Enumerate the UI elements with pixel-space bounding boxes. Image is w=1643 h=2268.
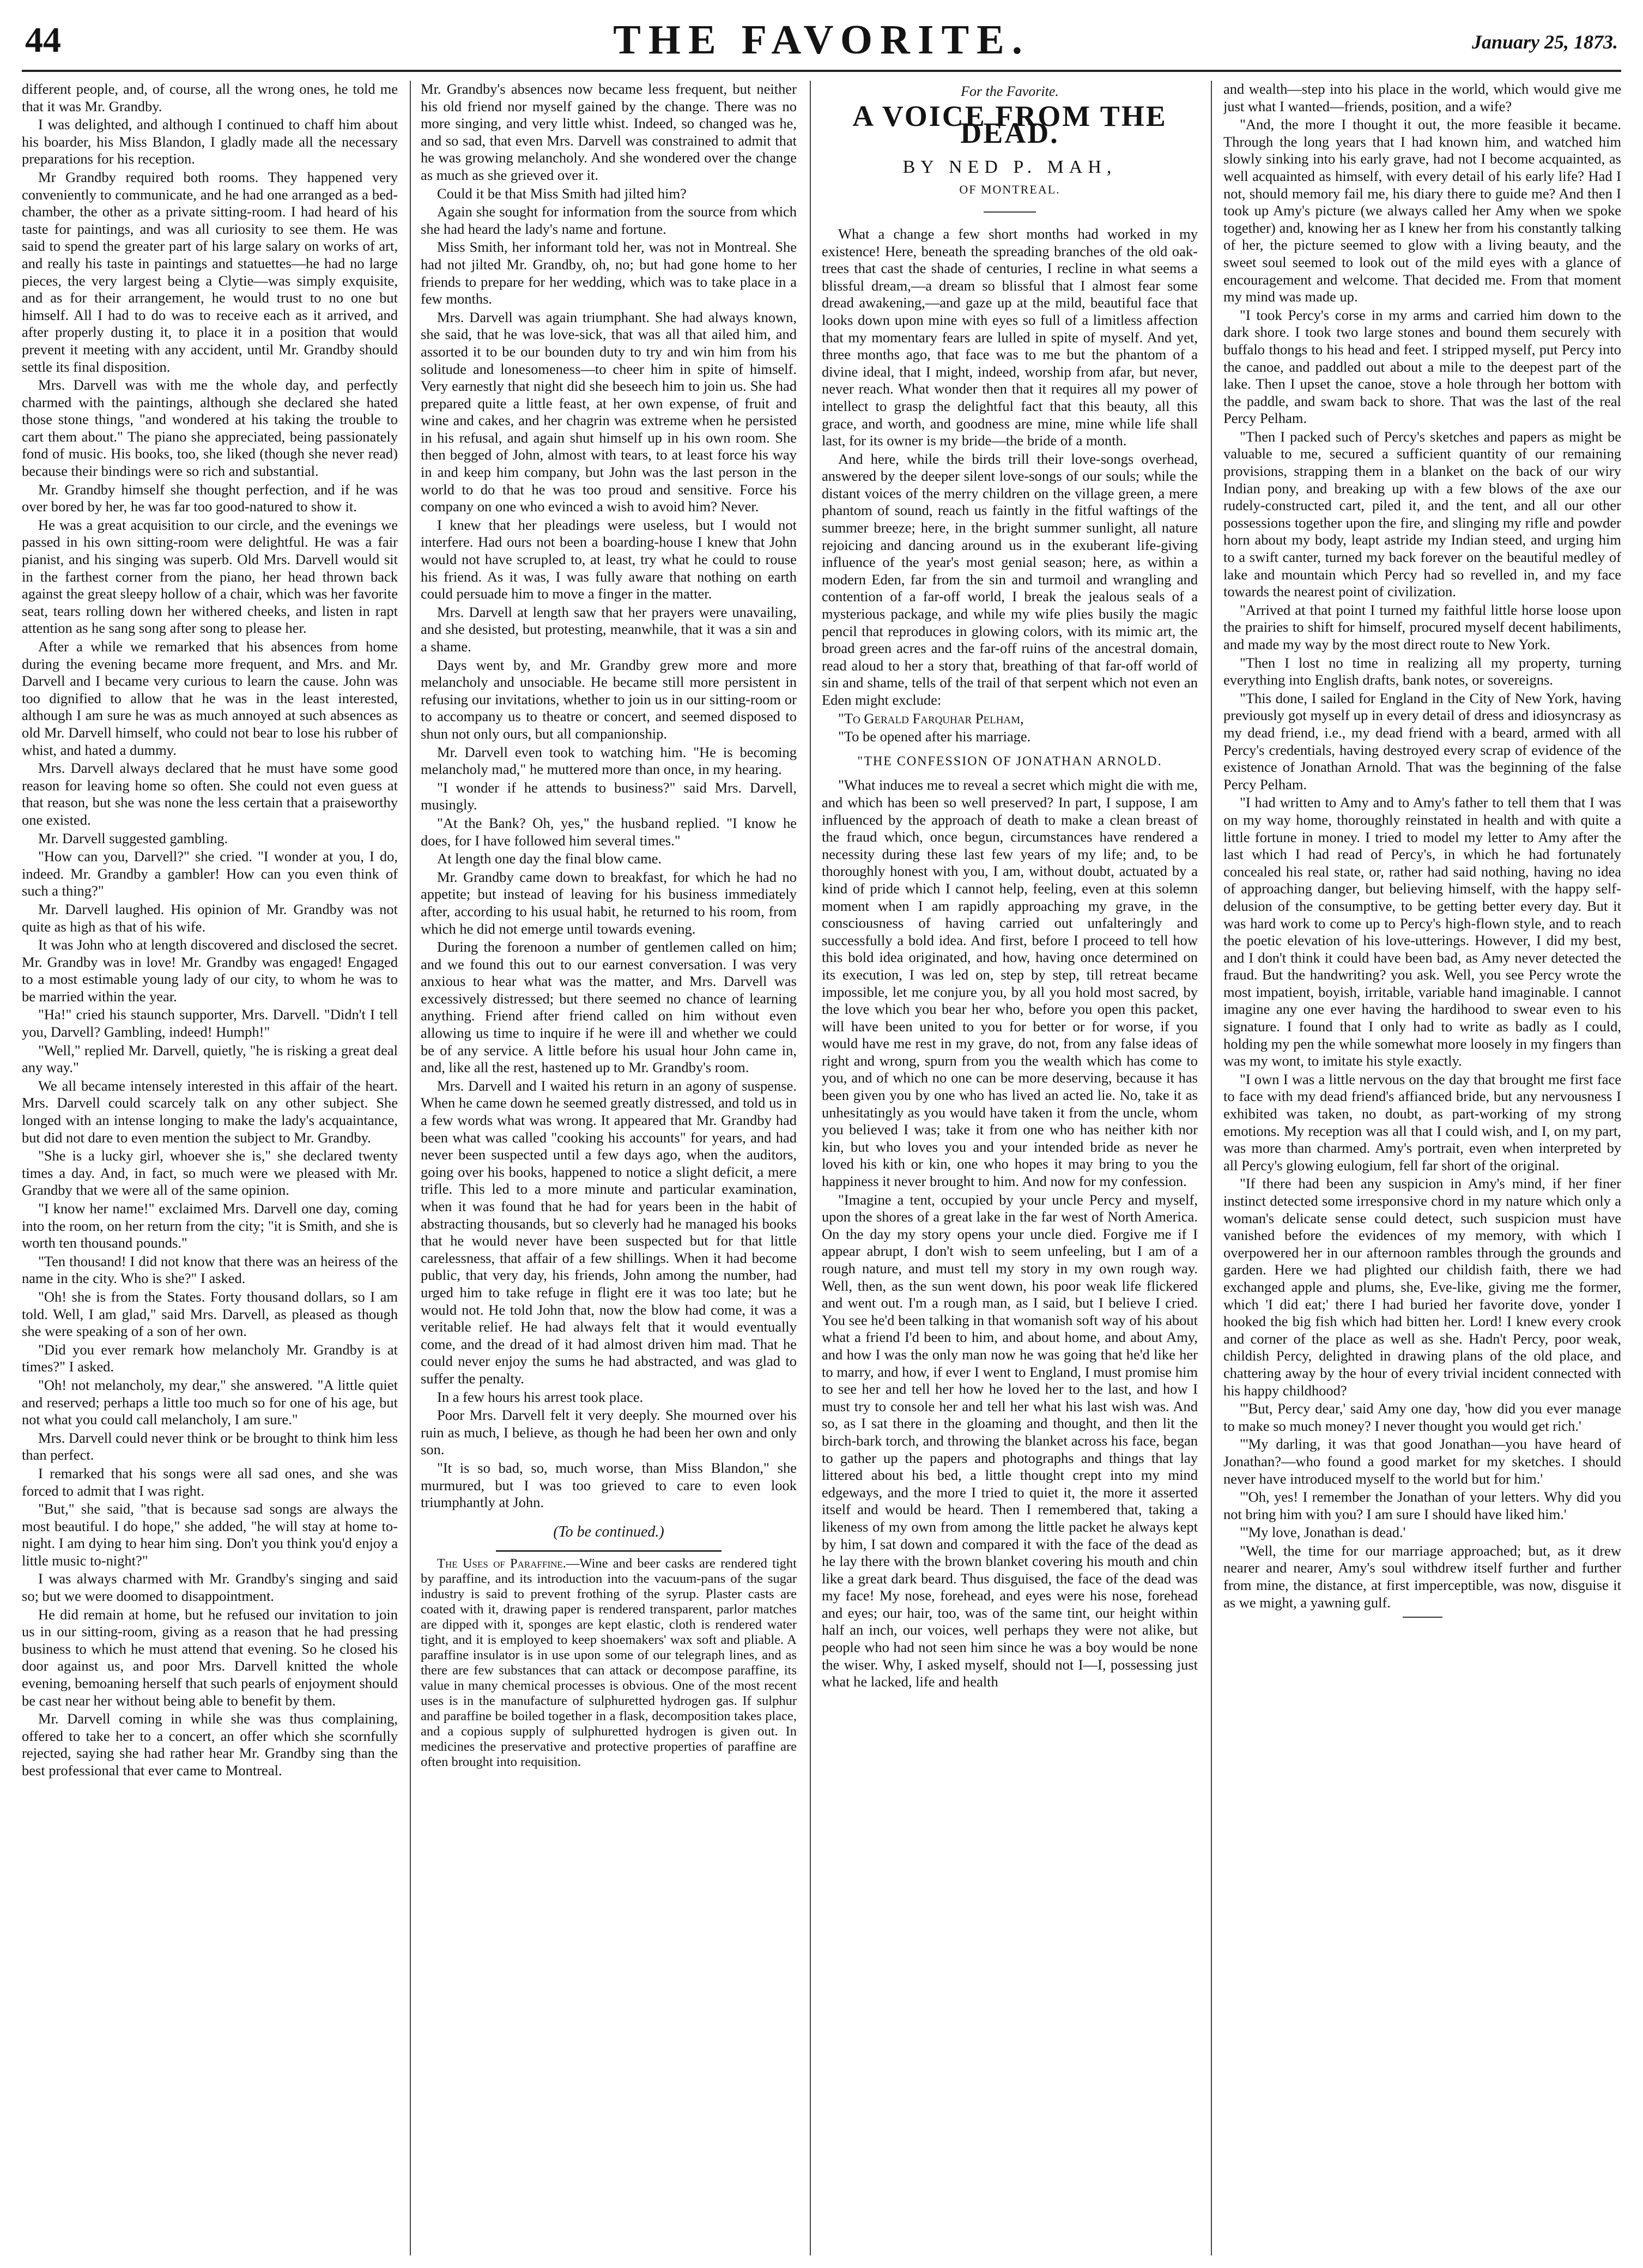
paragraph: Days went by, and Mr. Grandby grew more and more melancholy and unsociable. He became still more persistent in refusing our invitations, whether to join us in our sitting-room or to accompany us to theatre or concert, and seemed disposed to shun not only ours, but all companionship. xyxy=(421,656,797,742)
address-to: "To Gerald Farquhar Pelham, xyxy=(838,710,1024,727)
masthead: THE FAVORITE. xyxy=(613,17,1030,63)
header-rule xyxy=(22,70,1621,72)
paragraph: Poor Mrs. Darvell felt it very deeply. She mourned over his ruin as much, I believe, as though he had been her own and only son. xyxy=(421,1407,797,1458)
paragraph: "At the Bank? Oh, yes," the husband replied. "I know he does, for I have followed him several times." xyxy=(421,814,797,849)
for-the-favorite: For the Favorite. xyxy=(961,83,1059,99)
paragraph: Mrs. Darvell at length saw that her prayers were unavailing, and she desisted, but protesting, meanwhile, that it was a sin and a shame. xyxy=(421,603,797,655)
title-rule xyxy=(984,211,1036,213)
end-rule xyxy=(1403,1617,1442,1618)
column-divider xyxy=(810,81,811,2255)
paragraph: "Then I lost no time in realizing all my property, turning everything into English drafts, bank notes, or sovereigns. xyxy=(1223,654,1621,688)
paragraph: He did remain at home, but he refused our invitation to join us in our sitting-room, giving as a reason that he had pressing business to which he must attend that evening. So he closed his door against us, and poor Mrs. Darvell knitted the whole evening, bemoaning herself that such pearls of enjoyment should be cast near her without being able to benefit by them. xyxy=(22,1606,398,1709)
paragraph: Mr. Grandby came down to breakfast, for which he had no appetite; but instead of leaving for his business immediately after, according to his usual habit, he returned to his room, from which he did not emerge until towards evening. xyxy=(421,868,797,937)
paragraph: Mr. Grandby's absences now became less frequent, but neither his old friend nor myself gained by the change. There was no more singing, and very little whist. Indeed, so changed was he, and so sad, that even Mrs. Darvell was constrained to admit that he was growing melancholy. And she wondered over the change as much as she grieved over it. xyxy=(421,81,797,183)
paragraph: "If there had been any suspicion in Amy's mind, if her finer instinct detected some irresponsive chord in my nature which only a woman's delicate sense could detect, such suspicion must have vanished before the evidences of my memory, with which I overpowered her in our afternoon rambles through the grounds and garden. Here we had plighted our childish faith, there we had exchanged apple and plums, she, Eve-like, giving me the former, which 'I did eat;' there I had buried her favorite dove, yonder I hooked the big fish which had bitten her. Lord! I knew every crook and corner of the place as well as she. Hadn't Percy, poor weak, childish Percy, delighted in drawing plans of the old place, and chattering away by the hour of every trivial incident connected with his happy childhood? xyxy=(1223,1175,1621,1399)
paragraph: "Then I packed such of Percy's sketches and papers as might be valuable to me, secured a sufficient quantity of our remaining provisions, strapping them in a blanket on the back of our wiry Indian pony, and breaking up with a few blows of the axe our rudely-constructed cart, piled it, and the tent, and all our other possessions together upon the fire, and slinging my rifle and powder horn about my body, leapt astride my Indian steed, and urging him to a swift canter, turned my back forever on the beautiful medley of lake and mountain which Percy had so revelled in, and my face towards the nearest point of civilization. xyxy=(1223,428,1621,600)
paragraph: "But," she said, "that is because sad songs are always the most beautiful. I do hope," she added, "he will stay at home to-night. I am dying to hear him sing. Don't you think you'd enjoy a little music to-night?" xyxy=(22,1501,398,1569)
paragraph: Mr. Grandby himself she thought perfection, and if he was over bored by her, he was far too good-natured to show it. xyxy=(22,481,398,515)
paragraph: "Arrived at that point I turned my faithful little horse loose upon the prairies to shift for himself, procured myself decent habiliments, and made my way by the most direct route to New York. xyxy=(1223,601,1621,652)
paragraph: I was delighted, and although I continued to chaff him about his boarder, his Miss Blandon, I gladly made all the necessary preparations for his reception. xyxy=(22,116,398,167)
paragraph: Mrs. Darvell could never think or be brought to think him less than perfect. xyxy=(22,1429,398,1463)
paragraph: "How can you, Darvell?" she cried. "I wonder at you, I do, indeed. Mr. Grandby a gambler! How can you even think of such a thing?" xyxy=(22,848,398,899)
paragraph: I remarked that his songs were all sad ones, and she was forced to admit that I was right. xyxy=(22,1465,398,1499)
paragraph: "It is so bad, so, much worse, than Miss Blandon," she murmured, but I was too grieved to care to even look triumphantly at John. xyxy=(421,1459,797,1511)
paragraph: "I know her name!" exclaimed Mrs. Darvell one day, coming into the room, on her return from the city; "it is Smith, and she is worth ten thousand pounds." xyxy=(22,1200,398,1251)
paragraph: "And, the more I thought it out, the more feasible it became. Through the long years that I had known him, and watched him slowly sinking into his early grave, had not I become acquainted, as well acquainted as himself, with every detail of his early life? Had I not, should memory fail me, his diary there to guide me? And then I took up Amy's picture (we always called her Amy when we spoke together) and, knowing her as I knew her from his constantly talking of her, the picture seemed to glow with a living beauty, and the sweet soul seemed to look out of the mild eyes with a glance of encouragement and welcome. That decided me. From that moment my mind was made up. xyxy=(1223,116,1621,305)
paragraph: "Did you ever remark how melancholy Mr. Grandby is at times?" I asked. xyxy=(22,1341,398,1375)
paragraph: Could it be that Miss Smith had jilted him? xyxy=(437,185,687,202)
paragraph: It was John who at length discovered and disclosed the secret. Mr. Grandby was in love! Mr. Grandby was engaged! Engaged to a most estimable young lady of our city, to whom he was to be married within the year. xyxy=(22,936,398,1005)
to-be-continued: (To be continued.) xyxy=(553,1523,664,1540)
confession-title: "THE CONFESSION OF JONATHAN ARNOLD. xyxy=(857,754,1162,769)
paragraph: "'My love, Jonathan is dead.' xyxy=(1240,1524,1406,1541)
paragraph: "I took Percy's corse in my arms and carried him down to the dark shore. I took two large stones and bound them securely with buffalo thongs to his head and feet. I stripped myself, put Percy into the canoe, and paddled out about a mile to the deepest part of the lake. Then I upset the canoe, stove a hole through her bottom with the paddle, and swam back to shore. That was the last of the real Percy Pelham. xyxy=(1223,306,1621,427)
paragraph: Again she sought for information from the source from which she had heard the lady's name and fortune. xyxy=(421,203,797,237)
paragraph: Mr Grandby required both rooms. They happened very conveniently to communicate, and he had one arranged as a bed-chamber, the other as a private sitting-room. I had heard of his taste for paintings, and was all curiosity to see them. He was said to spend the greater part of his large salary on works of art, and really his taste in paintings and statuettes—he had no large pieces, the very largest being a Clytie—was simply exquisite, and as for their arrangement, he would trust to no one but himself. All I had to do was to receive each as it arrived, and after properly dusting it, to place it in a position that would prevent it meeting with any accident, until Mr. Grandby should settle its final disposition. xyxy=(22,168,398,375)
column-3 xyxy=(822,81,1198,2255)
column-1 xyxy=(22,81,398,2255)
paragraph: What a change a few short months had worked in my existence! Here, beneath the spreading branches of the old oak-trees that cast the shade of centuries, I recline in what seems a blissful dream,—a dream so blissful that I almost fear some dread awakening,—and gaze up at the mild, beautiful face that looks down upon mine with eyes so full of a limitless affection that my momentary fears are lulled in spite of myself. And yet, three months ago, that face was to me but the phantom of a divine ideal, that I might, indeed, worship from afar, but never, never reach. What wonder then that it requires all my power of intellect to grasp the delightful fact that this beauty, all this grace, and worth, and goodness are mine, mine while life shall last, for its owner is my bride—the bride of a month. xyxy=(822,225,1198,449)
paragraph: After a while we remarked that his absences from home during the evening became more frequent, and Mrs. and Mr. Darvell and I became very curious to learn the cause. John was too dignified to allow that he was in the least interested, although I am sure he was as much annoyed at such absences as old Mr. Darvell himself, who could not bear to lose his rubber of whist, and hated a dummy. xyxy=(22,638,398,758)
paragraph: Mr. Darvell even took to watching him. "He is becoming melancholy mad," he muttered more than once, in my hearing. xyxy=(421,743,797,778)
paragraph: We all became intensely interested in this affair of the heart. Mrs. Darvell could scarcely talk on any other subject. She longed with an intense longing to make the lady's acquaintance, but did not dare to even mention the subject to Mr. Grandby. xyxy=(22,1077,398,1146)
address-note: "To be opened after his marriage. xyxy=(838,728,1031,745)
paragraph: "She is a lucky girl, whoever she is," she declared twenty times a day. And, in fact, so much were we pleased with Mr. Grandby that we were all of the same opinion. xyxy=(22,1147,398,1199)
paragraph: "Imagine a tent, occupied by your uncle Percy and myself, upon the shores of a great lake in the far west of North America. On the day my story opens your uncle died. Forgive me if I appear abrupt, I don't wish to seem unfeeling, but I am of a rough nature, and must tell my story in my own rough way. Well, then, as the sun went down, his poor weak life flickered and went out. I'm a rough man, as I said, but I believe I cried. You see he'd been talking in that womanish soft way of his about what a friend I'd been to him, and about home, and about Amy, and how I was the only man now he was going that he'd like her to marry, and how, if ever I went to England, I must promise him to see her and tell her how he loved her to the last, and how I must try to console her and tell her what his last wish was. And so, as I sat there in the gloaming and thought, and then lit the birch-bark torch, and throwing the blanket across his face, began to gather up the papers and photographs and things that lay littered about his bed, a little thought crept into my mind edgeways, and the more I tried to quiet it, the more it asserted itself and would be heard. Then I remembered that, taking a likeness of my own from among the little packet he always kept by him, I sat down and compared it with the face of the dead as he lay there with the brown blanket covering his mouth and chin like a great dark beard. Thus disguised, the face of the dead was my face! My nose, forehead, and eyes were his nose, forehead and eyes; our hair, too, was of the same tint, our height within half an inch, our voices, well perhaps they were not alike, but people who had not seen him since he was a boy would be none the wiser. Why, I asked myself, should not I—I, possessing just what he lacked, life and health xyxy=(822,1191,1198,1690)
paragraph: "Ha!" cried his staunch supporter, Mrs. Darvell. "Didn't I tell you, Darvell? Gambling, indeed! Humph!" xyxy=(22,1006,398,1041)
paragraph: Mrs. Darvell and I waited his return in an agony of suspense. When he came down he seemed greatly distressed, and told us in a few words what was wrong. It appeared that Mr. Grandby had been what was called "cooking his accounts" for years, and had never been suspected until a few days ago, when the auditors, going over his books, happened to notice a slight deficit, a mere trifle. This led to a more minute and particular examination, when it was found that he had for years been in the habit of abstracting thousands, but so cleverly had he managed his books that he would never have been suspected but for that little carelessness, that affair of a few shillings. When it had become public, that very day, his friends, John among the number, had urged him to take refuge in flight ere it was too late; but he would not. He told John that, now the blow had come, it was a veritable relief. He had always felt that it would eventually come, and the dread of it had almost driven him mad. That he could never enjoy the sums he had abstracted, and was glad to suffer the penalty. xyxy=(421,1077,797,1387)
paragraph: I was always charmed with Mr. Grandby's singing and said so; but we were doomed to disappointment. xyxy=(22,1570,398,1605)
paragraph: Mr. Darvell laughed. His opinion of Mr. Grandby was not quite as high as that of his wife. xyxy=(22,900,398,935)
paragraph: "Oh! not melancholy, my dear," she answered. "A little quiet and reserved; perhaps a little too much so for one of his age, but not what you could call melancholy, I am sure." xyxy=(22,1376,398,1428)
page-number: 44 xyxy=(25,20,61,60)
paraffine-note xyxy=(421,1556,797,1770)
paragraph: At length one day the final blow came. xyxy=(437,850,662,867)
column-2 xyxy=(421,81,797,2255)
paragraph: different people, and, of course, all the wrong ones, he told me that it was Mr. Grandby. xyxy=(22,81,398,114)
paragraph: "'My darling, it was that good Jonathan—you have heard of Jonathan?—who found a good market for my sketches. I should never have introduced myself to the world but for him.' xyxy=(1223,1436,1621,1487)
byline: BY NED P. MAH, xyxy=(902,156,1117,177)
story-title: A VOICE FROM THE DEAD. xyxy=(852,99,1167,150)
paragraph: In a few hours his arrest took place. xyxy=(437,1388,644,1405)
column-divider xyxy=(410,81,411,2255)
paragraph: "I wonder if he attends to business?" said Mrs. Darvell, musingly. xyxy=(421,779,797,813)
paragraph: Mrs. Darvell was with me the whole day, and perfectly charmed with the paintings, although she declared she hated those stone things, "and wondered at his taking the trouble to cart them about." The piano she appreciated, being passionately fond of music. His books, too, she liked (though she never read) because their bindings were so rich and substantial. xyxy=(22,377,398,480)
paragraph: "This done, I sailed for England in the City of New York, having previously got myself up in every detail of dress and idiosyncrasy as my dead friend, i.e., my dead friend with a beard, armed with all Percy's credentials, having destroyed every scrap of evidence of the existence of Jonathan Arnold. That was the beginning of the false Percy Pelham. xyxy=(1223,690,1621,793)
paragraph: He was a great acquisition to our circle, and the evenings we passed in his own sitting-room were delightful. He was a fair pianist, and his singing was superb. Old Mrs. Darvell would sit in the farthest corner from the piano, her head thrown back against the great sleepy hollow of a chair, which was her favorite seat, tears rolling down her withered cheeks, and listen in rapt attention as he sang song after song to please her. xyxy=(22,516,398,637)
paragraph: "What induces me to reveal a secret which might die with me, and which has been so well preserved? In part, I suppose, I am influenced by the approach of death to make a clean breast of the fraud which, once begun, circumstances have rendered a necessity during these last few years of my life; and, to be thoroughly honest with you, I am, without doubt, actuated by a kind of pride which I cannot help, feeling, even at this solemn moment when I am rapidly approaching my grave, in the consciousness of having carried out unfalteringly and successfully a bold idea. And first, before I proceed to tell how this bold idea originated, and how, having once determined on its execution, I was led on, step by step, till retreat became impossible, let me conjure you, by all you hold most sacred, by the love which you bear her who, before you open this packet, will have been united to you for better or for worse, if you would have me rest in my grave, do not, from any false ideas of right and wrong, spurn from you the wealth which has come to you, and of which no one can be more deserving, because it has been given you by one who has lived an acted lie. No, take it as unhesitatingly as you would have taken it from the uncle, whom you believed I was; take it from one who has neither kith nor kin, but who loves you and your intended bride as never he loved his kith or kin, one who hopes it may bring to you the happiness it never brought to him. And now for my confession. xyxy=(822,777,1198,1190)
paragraph: Mr. Darvell suggested gambling. xyxy=(38,830,228,846)
paragraph: Mr. Darvell coming in while she was thus complaining, offered to take her to a concert, an offer which she scornfully rejected, saying she had rather hear Mr. Grandby sing than the best professional that ever came to Montreal. xyxy=(22,1710,398,1779)
paragraph: "I had written to Amy and to Amy's father to tell them that I was on my way home, thoroughly reinstated in health and with quite a little fortune in money. I tried to model my letter to Amy after the last which I had read of Percy's, in which he had fortunately concealed his real state, or, rather had said nothing, having no idea of approaching danger, but believing himself, with the happy self-delusion of the consumptive, to be getting better every day. But it was hard work to come up to Percy's high-flown style, and to reach the poetic elevation of his love-utterings. However, I did my best, and I don't think it could have been bad, as Amy never detected the fraud. But the handwriting? you ask. Well, you see Percy wrote the most impatient, boyish, irritable, variable hand imaginable. I cannot imagine any one ever having the hardihood to swear even to his signature. I found that I only had to write as badly as I could, holding my pen the while somewhat more loosely in my fingers than was my wont, to imitate his style exactly. xyxy=(1223,794,1621,1069)
paragraph: "'But, Percy dear,' said Amy one day, 'how did you ever manage to make so much money? I never thought you would get rich.' xyxy=(1223,1400,1621,1434)
paragraph: During the forenoon a number of gentlemen called on him; and we found this out to our earnest conversation. I was very anxious to hear what was the matter, and Mrs. Darvell was excessively distressed; but there seemed no chance of learning anything. Friend after friend called on him without even allowing us time to inquire if he were ill and whether we could be of any service. A little before his usual hour John came in, and, like all the rest, hastened up to Mr. Grandby's room. xyxy=(421,939,797,1076)
issue-date: January 25, 1873. xyxy=(1471,31,1618,53)
paragraph: "'Oh, yes! I remember the Jonathan of your letters. Why did you not bring him with you? I am sure I should have liked him.' xyxy=(1223,1489,1621,1522)
column-divider xyxy=(1211,81,1212,2255)
byline-place: OF MONTREAL. xyxy=(959,183,1060,197)
paragraph: I knew that her pleadings were useless, but I would not interfere. Had ours not been a boarding-house I knew that John would not have scrupled to, at least, try what he could to rouse his friend. As it was, I was fully aware that nothing on earth could persuade him to move a finger in the matter. xyxy=(421,516,797,602)
paragraph: Mrs. Darvell always declared that he must have some good reason for leaving home so often. She could not even guess at that reason, but she was none the less certain that a praiseworthy one existed. xyxy=(22,760,398,828)
paragraph: Mrs. Darvell was again triumphant. She had always known, she said, that he was love-sick, that was all that ailed him, and assorted it to be our bounden duty to try and win him from his solitude and lonesomeness—to cheer him in spite of himself. Very earnestly that night did she beseech him to join us. She had prepared quite a little feast, at her own expense, of fruit and wine and cakes, and her chagrin was extreme when he persisted in his refusal, and again shut himself up in his own room. She then begged of John, almost with tears, to at least force his way in and keep him company, but John was the last person in the world to do that he was too proud and sensitive. Force his company on one who evinced a wish to avoid him? Never. xyxy=(421,309,797,515)
note-heading: The Uses of Paraffine. xyxy=(437,1556,566,1571)
paragraph: "Well, the time for our marriage approached; but, as it drew nearer and nearer, Amy's soul withdrew itself further and further from mine, the distance, at first imperceptible, was now, disguise it as we might, a yawning gulf. xyxy=(1223,1542,1621,1611)
paragraph: Miss Smith, her informant told her, was not in Montreal. She had not jilted Mr. Grandby, oh, no; but had gone home to her friends to prepare for her wedding, which was to take place in a few months. xyxy=(421,239,797,307)
paragraph: "Well," replied Mr. Darvell, quietly, "he is risking a great deal any way." xyxy=(22,1042,398,1076)
page-header xyxy=(22,16,1621,65)
paragraph: And here, while the birds trill their love-songs overhead, answered by the deeper silent love-songs of our souls; while the distant voices of the merry children on the village green, a mere phantom of sound, reach us faintly in the fitful waftings of the summer breeze; here, in the bright summer sunlight, all nature rejoicing and dancing around us in the exuberant life-giving influence of the year's most genial season; here, as within a modern Eden, far from the sin and turmoil and wrangling and contention of a far-off world, I break the jealous seals of a mysterious package, and while my wife plies busily the magic pencil that reproduces in glowing colors, with its mimic art, the broad green acres and the far-off ruins of the ancestral domain, read aloud to her a story that, breathing of that far-off world of sin and shame, tells of the trail of that serpent which not even an Eden might exclude: xyxy=(822,450,1198,708)
paragraph: "I own I was a little nervous on the day that brought me first face to face with my dead friend's affianced bride, but any nervousness I exhibited was taken, no doubt, as part-working of my strong emotions. My reception was all that I could wish, and I, on my part, was more than charmed. Amy's portrait, even when interpreted by all Percy's glowing eulogium, fell far short of the original. xyxy=(1223,1071,1621,1174)
paragraph: and wealth—step into his place in the world, which would give me just what I wanted—friends, position, and a wife? xyxy=(1223,81,1621,114)
column-4 xyxy=(1223,81,1621,2255)
note-text: —Wine and beer casks are rendered tight by paraffine, and its introduction into the vacuum-pans of the sugar industry is said to prevent frothing of the syrup. Plaster casts are coated with it, drawing paper is rendered transparent, parlor matches are dipped with it, sponges are kept elastic, cloth is rendered water tight, and it is employed to keep shoemakers' wax soft and pliable. A paraffine insulator is in use upon some of our telegraph lines, and as there are few substances that can attack or decompose paraffine, its value in many chemical processes is obvious. One of the most recent uses is in the manufacture of sulphuretted hydrogen gas. If sulphur and paraffine be boiled together in a flask, decomposition takes place, and a copious supply of sulphuretted hydrogen is given out. In medicines the preservative and protective properties of paraffine are often brought into requisition. xyxy=(421,1556,797,1770)
paragraph: "Ten thousand! I did not know that there was an heiress of the name in the city. Who is she?" I asked. xyxy=(22,1253,398,1287)
paragraph: "Oh! she is from the States. Forty thousand dollars, so I am told. Well, I am glad," said Mrs. Darvell, as pleased as though she were speaking of a son of her own. xyxy=(22,1288,398,1340)
section-rule xyxy=(496,1550,722,1552)
